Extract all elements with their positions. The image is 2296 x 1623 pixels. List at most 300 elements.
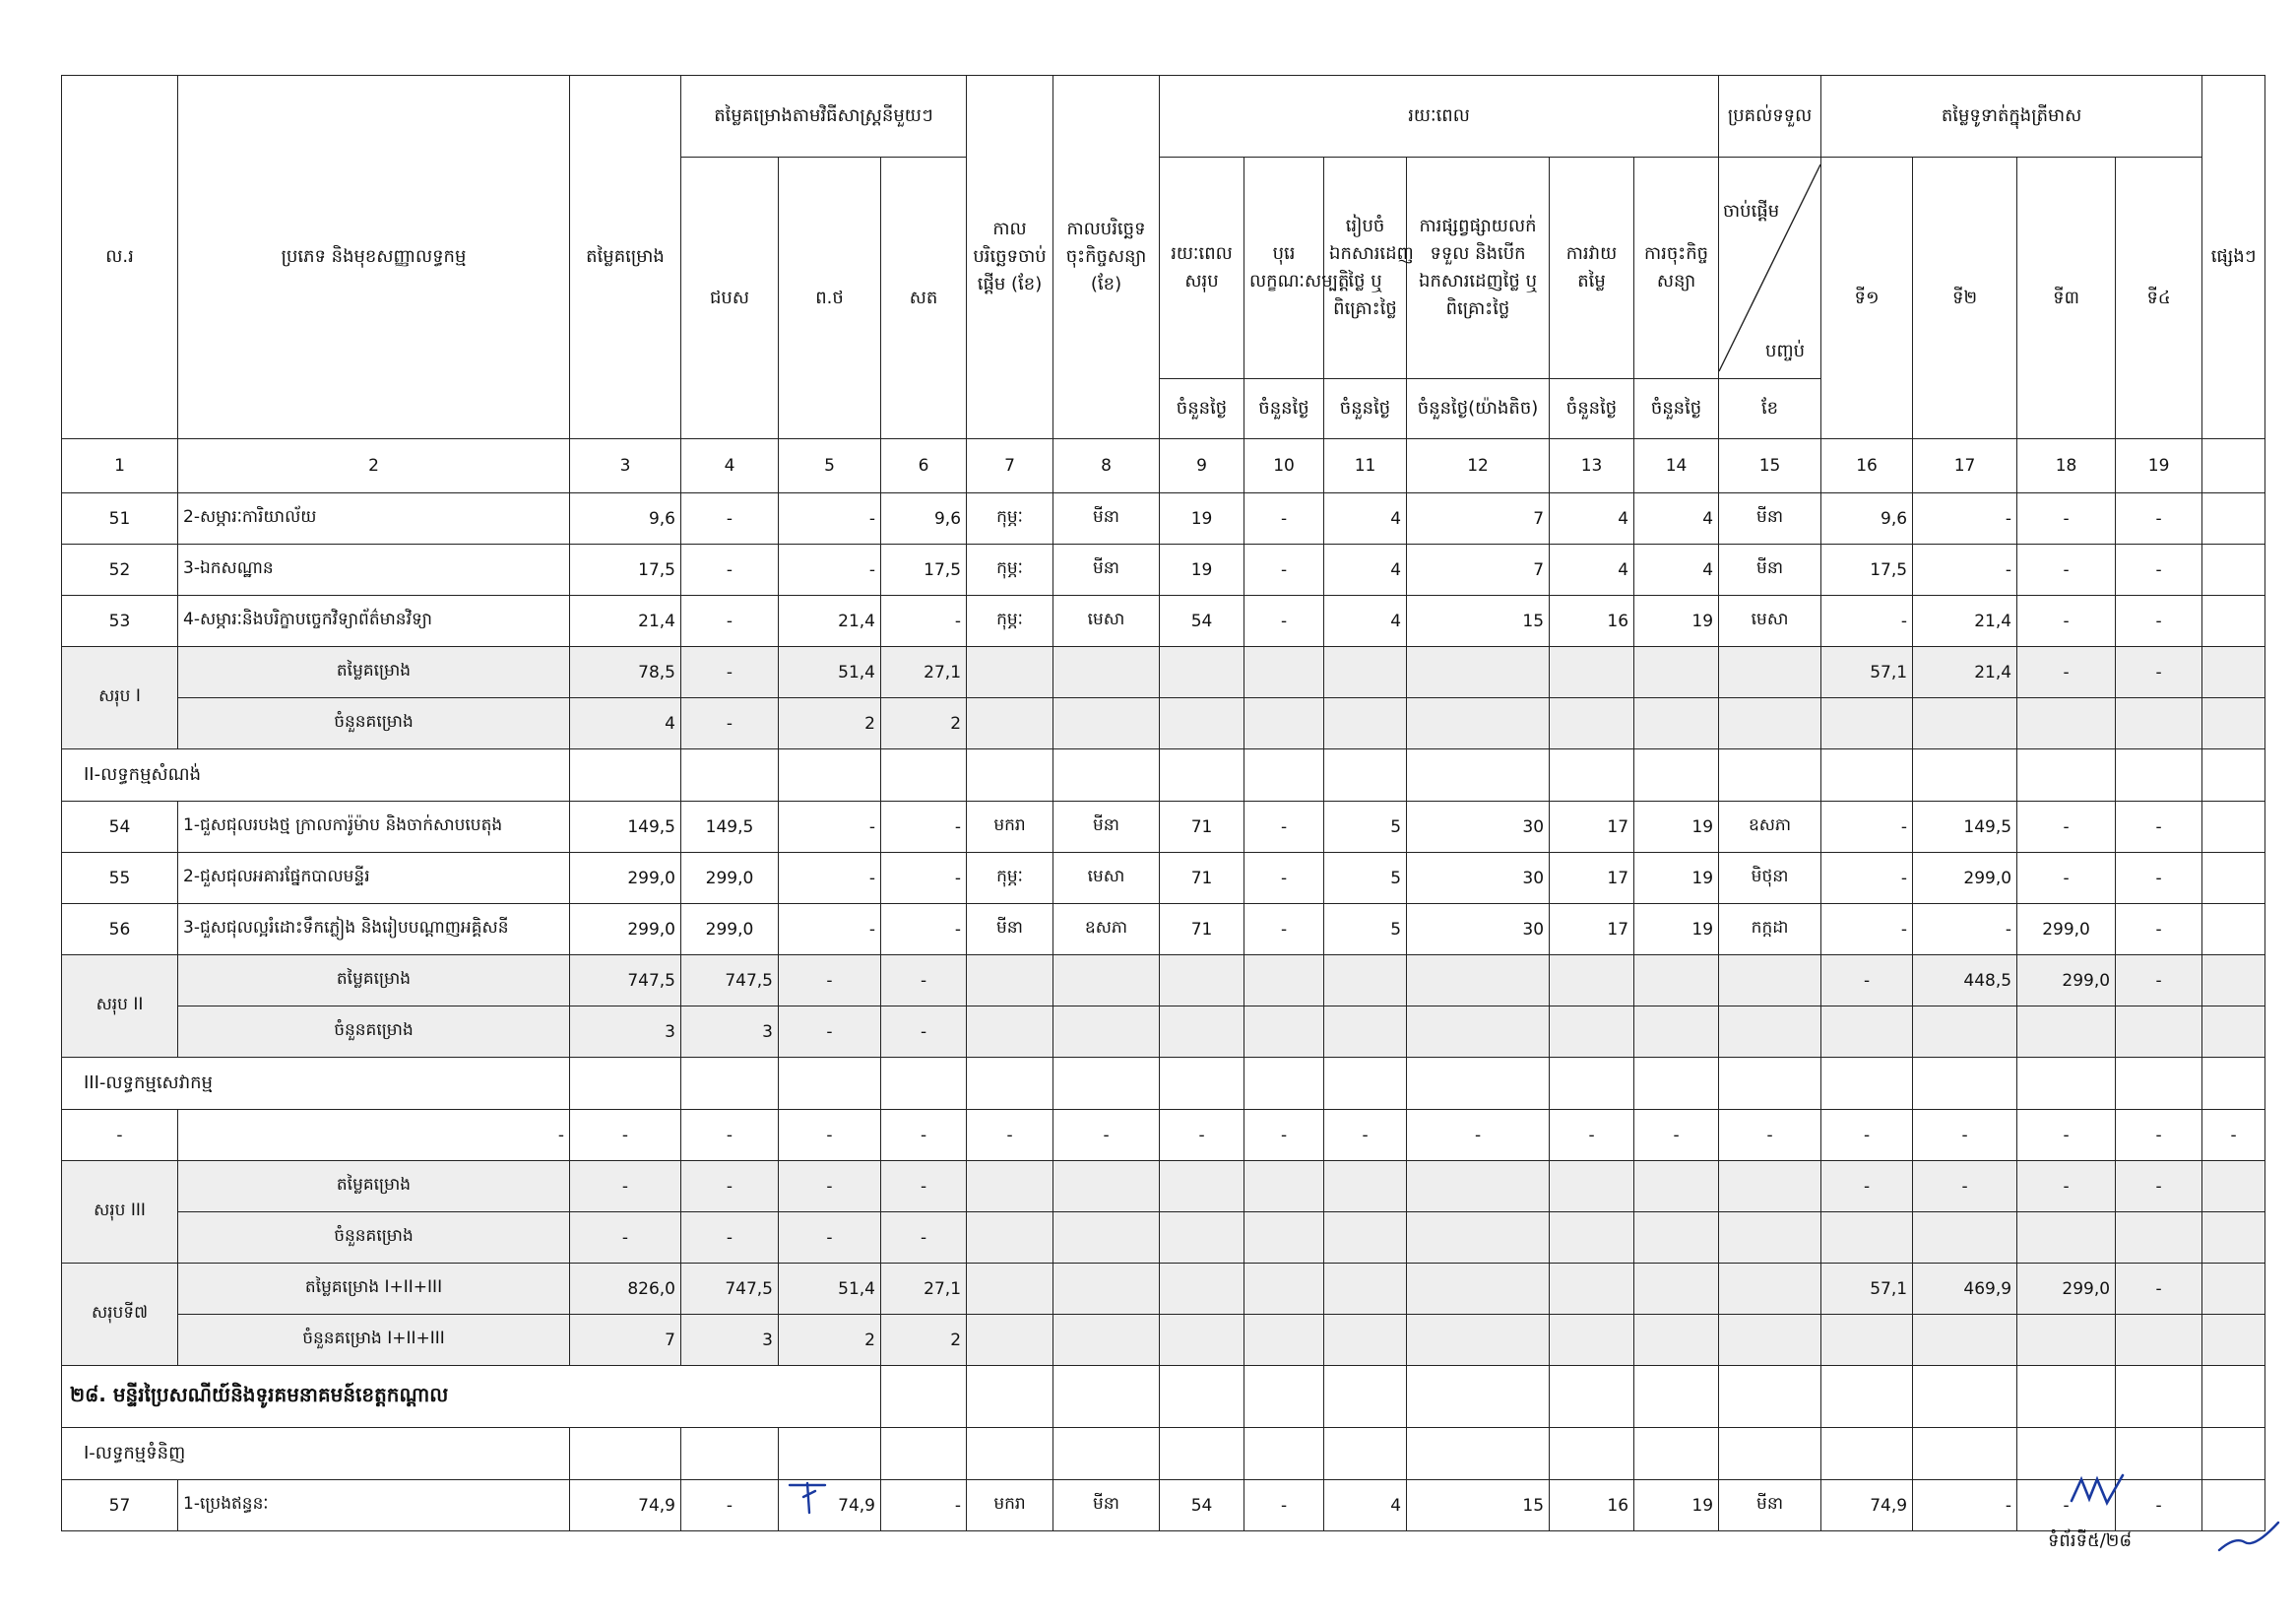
subtotal-count: - bbox=[779, 1006, 881, 1058]
services-empty-row bbox=[62, 1110, 2265, 1161]
cell-q2: - bbox=[1913, 493, 2017, 545]
cell-q: - bbox=[1244, 545, 1324, 596]
subtotal-q1: 57,1 bbox=[1821, 647, 1913, 698]
cell-other bbox=[2202, 545, 2265, 596]
cell-dash: - bbox=[178, 1110, 570, 1161]
col-number: 5 bbox=[779, 439, 881, 493]
cell-dash: - bbox=[1550, 1110, 1634, 1161]
cell-start: មករា bbox=[967, 1480, 1053, 1531]
grand-cnt-label: ចំនួនគម្រោង I+II+III bbox=[178, 1315, 570, 1366]
col-delivery-header: ប្រគល់ទទួល bbox=[1719, 76, 1821, 158]
cell-ev: 4 bbox=[1550, 545, 1634, 596]
dur-publish-header: ការផ្សព្វផ្សាយលក់ ទទួល និងបើកឯកសារដេញថ្លៃ ឬ ពិគ្រោះថ្លៃ bbox=[1407, 158, 1550, 379]
subtotal-cnt-label: ចំនួនគម្រោង bbox=[178, 1212, 570, 1264]
grand-value: 826,0 bbox=[570, 1264, 681, 1315]
cell-sg: 19 bbox=[1634, 596, 1719, 647]
cell-other bbox=[2202, 596, 2265, 647]
cell-p: 4 bbox=[1324, 545, 1407, 596]
col-contract-header: កាលបរិច្ឆេទចុះកិច្ចសន្យា (ខែ) bbox=[1053, 76, 1160, 439]
cell-t: 54 bbox=[1160, 1480, 1244, 1531]
cell-q2: 149,5 bbox=[1913, 802, 2017, 853]
col-duration-header: រយៈពេល bbox=[1160, 76, 1719, 158]
cell-ev: 16 bbox=[1550, 1480, 1634, 1531]
cell-q4: - bbox=[2116, 493, 2202, 545]
delivery-end-label: បញ្ចប់ bbox=[1765, 341, 1806, 362]
cell-n: 53 bbox=[62, 596, 178, 647]
col-number: 12 bbox=[1407, 439, 1550, 493]
cell-sign: មីនា bbox=[1053, 1480, 1160, 1531]
cell-q2: 21,4 bbox=[1913, 596, 2017, 647]
cell-name: 4-សម្ភារៈនិងបរិក្ខាបច្ចេកវិទ្យាព័ត៌មានវិទ្យា bbox=[178, 596, 570, 647]
cell-t: 71 bbox=[1160, 853, 1244, 904]
grand-total-label: សរុបទី៧ bbox=[62, 1264, 178, 1366]
cell-q4: - bbox=[2116, 904, 2202, 955]
cell-sign: មេសា bbox=[1053, 853, 1160, 904]
cell-del: មីនា bbox=[1719, 1480, 1821, 1531]
cell-del: មីនា bbox=[1719, 493, 1821, 545]
grand-value: 51,4 bbox=[779, 1264, 881, 1315]
cell-c: 9,6 bbox=[881, 493, 967, 545]
cell-q: - bbox=[1244, 1480, 1324, 1531]
subtotal-q3: - bbox=[2017, 647, 2116, 698]
q1-header: ទី១ bbox=[1821, 158, 1913, 439]
cell-q3: - bbox=[2017, 802, 2116, 853]
grand-est-label: តម្លៃគម្រោង I+II+III bbox=[178, 1264, 570, 1315]
grand-total bbox=[62, 1264, 2265, 1366]
cell-est: 17,5 bbox=[570, 545, 681, 596]
cell-t: 71 bbox=[1160, 802, 1244, 853]
grand-count: 7 bbox=[570, 1315, 681, 1366]
subtotal-q3: 299,0 bbox=[2017, 955, 2116, 1006]
cell-sg: 19 bbox=[1634, 853, 1719, 904]
cell-a: 299,0 bbox=[681, 853, 779, 904]
q2-header: ទី២ bbox=[1913, 158, 2017, 439]
cell-est: 21,4 bbox=[570, 596, 681, 647]
subtotal-value: 27,1 bbox=[881, 647, 967, 698]
cell-b: - bbox=[779, 904, 881, 955]
cell-q2: 299,0 bbox=[1913, 853, 2017, 904]
cell-c: - bbox=[881, 904, 967, 955]
cell-t: 71 bbox=[1160, 904, 1244, 955]
cell-q3: - bbox=[2017, 1480, 2116, 1531]
cell-del: មីនា bbox=[1719, 545, 1821, 596]
page-number: ទំព័រទី៥/២៨ bbox=[2048, 1530, 2133, 1551]
cell-pub: 30 bbox=[1407, 853, 1550, 904]
cell-q1: - bbox=[1821, 853, 1913, 904]
cell-sg: 4 bbox=[1634, 545, 1719, 596]
col-number: 19 bbox=[2116, 439, 2202, 493]
table-row bbox=[62, 596, 2265, 647]
procurement-plan-table bbox=[61, 75, 2265, 1531]
cell-name: 1-ជួសជុលរបងថ្ម ក្រាលការ៉ូម៉ាប និងចាក់សាបបេតុង bbox=[178, 802, 570, 853]
subtotal-2 bbox=[62, 955, 2265, 1058]
cell-dash: - bbox=[967, 1110, 1053, 1161]
grand-q4: - bbox=[2116, 1264, 2202, 1315]
cell-dash: - bbox=[1324, 1110, 1407, 1161]
col-number: 13 bbox=[1550, 439, 1634, 493]
subtotal-label: សរុប III bbox=[62, 1161, 178, 1264]
cell-start: កុម្ភៈ bbox=[967, 545, 1053, 596]
org-heading-row bbox=[62, 1366, 2265, 1428]
col-by-source-header: តម្លៃគម្រោងតាមវិធីសាស្ត្រនីមួយៗ bbox=[681, 76, 967, 158]
grand-q2: 469,9 bbox=[1913, 1264, 2017, 1315]
cell-c: - bbox=[881, 596, 967, 647]
cell-q1: 74,9 bbox=[1821, 1480, 1913, 1531]
cell-p: 5 bbox=[1324, 853, 1407, 904]
grand-q3: 299,0 bbox=[2017, 1264, 2116, 1315]
cell-p: 4 bbox=[1324, 493, 1407, 545]
cell-name: 3-ឯកសណ្ឋាន bbox=[178, 545, 570, 596]
cell-dash: - bbox=[62, 1110, 178, 1161]
cell-est: 149,5 bbox=[570, 802, 681, 853]
cell-est: 9,6 bbox=[570, 493, 681, 545]
subtotal-label: សរុប I bbox=[62, 647, 178, 749]
cell-a: - bbox=[681, 596, 779, 647]
col-number: 3 bbox=[570, 439, 681, 493]
cell-q2: - bbox=[1913, 545, 2017, 596]
cell-other bbox=[2202, 853, 2265, 904]
cell-del: កក្កដា bbox=[1719, 904, 1821, 955]
cell-n: 51 bbox=[62, 493, 178, 545]
subtotal-count: 3 bbox=[570, 1006, 681, 1058]
src-c-header: សត bbox=[881, 158, 967, 439]
col-number: 17 bbox=[1913, 439, 2017, 493]
grand-q1: 57,1 bbox=[1821, 1264, 1913, 1315]
subtotal-est-label: តម្លៃគម្រោង bbox=[178, 955, 570, 1006]
days-min-label: ចំនួនថ្ងៃ(យ៉ាងតិច) bbox=[1407, 379, 1550, 439]
cell-q1: - bbox=[1821, 904, 1913, 955]
col-number: 8 bbox=[1053, 439, 1160, 493]
subtotal-value: - bbox=[681, 647, 779, 698]
cell-c: - bbox=[881, 853, 967, 904]
subtotal-q2: - bbox=[1913, 1161, 2017, 1212]
cell-q4: - bbox=[2116, 596, 2202, 647]
col-number: 9 bbox=[1160, 439, 1244, 493]
table-row bbox=[62, 853, 2265, 904]
cell-n: 52 bbox=[62, 545, 178, 596]
subtotal-value: 747,5 bbox=[570, 955, 681, 1006]
cell-q1: - bbox=[1821, 802, 1913, 853]
q4-header: ទី៤ bbox=[2116, 158, 2202, 439]
cell-n: 57 bbox=[62, 1480, 178, 1531]
cell-ev: 17 bbox=[1550, 904, 1634, 955]
subtotal-count: 2 bbox=[881, 698, 967, 749]
cell-dash: - bbox=[681, 1110, 779, 1161]
subtotal-value: - bbox=[881, 1161, 967, 1212]
subtotal-value: - bbox=[681, 1161, 779, 1212]
table-row bbox=[62, 802, 2265, 853]
subtotal-1 bbox=[62, 647, 2265, 749]
dur-qual-header: បុរេលក្ខណៈសម្បត្តិ bbox=[1244, 158, 1324, 379]
cell-del: មិថុនា bbox=[1719, 853, 1821, 904]
cell-a: - bbox=[681, 493, 779, 545]
subtotal-q4: - bbox=[2116, 955, 2202, 1006]
cell-dash: - bbox=[1407, 1110, 1550, 1161]
subtotal-q4: - bbox=[2116, 1161, 2202, 1212]
cell-ev: 17 bbox=[1550, 802, 1634, 853]
cell-name: 3-ជួសជុលល្អរំដោះទឹកភ្លៀង និងរៀបបណ្តាញអគ្គិសនី bbox=[178, 904, 570, 955]
cell-sign: មីនា bbox=[1053, 802, 1160, 853]
col-number: 16 bbox=[1821, 439, 1913, 493]
subtotal-cnt-label: ចំនួនគម្រោង bbox=[178, 698, 570, 749]
signature-mark bbox=[2068, 1471, 2131, 1511]
subtotal-value: - bbox=[570, 1161, 681, 1212]
subtotal-value: - bbox=[779, 1161, 881, 1212]
src-b-header: ព.ថ bbox=[779, 158, 881, 439]
table-row bbox=[62, 493, 2265, 545]
cell-q: - bbox=[1244, 596, 1324, 647]
days-label: ចំនួនថ្ងៃ bbox=[1160, 379, 1244, 439]
subtotal-count: - bbox=[881, 1212, 967, 1264]
col-project-header: ប្រភេទ និងមុខសញ្ញាលទ្ធកម្ម bbox=[178, 76, 570, 439]
subtotal-count: - bbox=[681, 698, 779, 749]
subtotal-value: 51,4 bbox=[779, 647, 881, 698]
cell-sign: មីនា bbox=[1053, 545, 1160, 596]
cell-sign: មេសា bbox=[1053, 596, 1160, 647]
cell-q1: 9,6 bbox=[1821, 493, 1913, 545]
cell-ev: 16 bbox=[1550, 596, 1634, 647]
cell-t: 19 bbox=[1160, 493, 1244, 545]
cell-t: 54 bbox=[1160, 596, 1244, 647]
cell-start: កុម្ភៈ bbox=[967, 596, 1053, 647]
cell-sg: 19 bbox=[1634, 1480, 1719, 1531]
col-no-header: ល.រ bbox=[62, 76, 178, 439]
header-row-1 bbox=[62, 76, 2265, 158]
cell-pub: 7 bbox=[1407, 545, 1550, 596]
subtotal-value: - bbox=[779, 955, 881, 1006]
cell-dash: - bbox=[1160, 1110, 1244, 1161]
cell-q1: - bbox=[1821, 596, 1913, 647]
col-number: 6 bbox=[881, 439, 967, 493]
cell-name: 2-សម្ភារៈការិយាល័យ bbox=[178, 493, 570, 545]
col-number-empty bbox=[2202, 439, 2265, 493]
cell-est: 299,0 bbox=[570, 904, 681, 955]
days-label: ចំនួនថ្ងៃ bbox=[1324, 379, 1407, 439]
cell-pub: 30 bbox=[1407, 904, 1550, 955]
grand-value: 27,1 bbox=[881, 1264, 967, 1315]
cell-b: 74,9 bbox=[779, 1480, 881, 1531]
cell-dash: - bbox=[1053, 1110, 1160, 1161]
col-number: 7 bbox=[967, 439, 1053, 493]
grand-count: 3 bbox=[681, 1315, 779, 1366]
cell-start: កុម្ភៈ bbox=[967, 853, 1053, 904]
col-number: 2 bbox=[178, 439, 570, 493]
section-title: II-លទ្ធកម្មសំណង់ bbox=[62, 749, 570, 802]
subtotal-value: 78,5 bbox=[570, 647, 681, 698]
dur-eval-header: ការវាយតម្លៃ bbox=[1550, 158, 1634, 379]
table-row bbox=[62, 904, 2265, 955]
cell-dash: - bbox=[1821, 1110, 1913, 1161]
cell-pub: 7 bbox=[1407, 493, 1550, 545]
cell-c: - bbox=[881, 1480, 967, 1531]
cell-ev: 17 bbox=[1550, 853, 1634, 904]
grand-count: 2 bbox=[779, 1315, 881, 1366]
delivery-range-header bbox=[1719, 158, 1821, 379]
col-estimate-header: តម្លៃគម្រោង bbox=[570, 76, 681, 439]
cell-c: 17,5 bbox=[881, 545, 967, 596]
cell-name: 2-ជួសជុលអគារផ្នែកបាលមន្ទីរ bbox=[178, 853, 570, 904]
goods-rows bbox=[62, 493, 2265, 647]
subtotal-q2: 448,5 bbox=[1913, 955, 2017, 1006]
cell-other bbox=[2202, 802, 2265, 853]
days-label: ចំនួនថ្ងៃ bbox=[1634, 379, 1719, 439]
col-number: 15 bbox=[1719, 439, 1821, 493]
cell-dash: - bbox=[1634, 1110, 1719, 1161]
subtotal-est-label: តម្លៃគម្រោង bbox=[178, 647, 570, 698]
cell-est: 299,0 bbox=[570, 853, 681, 904]
subtotal-count: 4 bbox=[570, 698, 681, 749]
cell-p: 4 bbox=[1324, 1480, 1407, 1531]
subtotal-cnt-label: ចំនួនគម្រោង bbox=[178, 1006, 570, 1058]
cell-a: 149,5 bbox=[681, 802, 779, 853]
cell-q3: - bbox=[2017, 493, 2116, 545]
cell-pub: 30 bbox=[1407, 802, 1550, 853]
cell-dash: - bbox=[1244, 1110, 1324, 1161]
section-services bbox=[62, 1058, 2265, 1110]
section-construction bbox=[62, 749, 2265, 802]
days-label: ចំនួនថ្ងៃ bbox=[1244, 379, 1324, 439]
days-label: ចំនួនថ្ងៃ bbox=[1550, 379, 1634, 439]
subtotal-est-label: តម្លៃគម្រោង bbox=[178, 1161, 570, 1212]
cell-del: ឧសភា bbox=[1719, 802, 1821, 853]
subtotal-count: 3 bbox=[681, 1006, 779, 1058]
col-number: 4 bbox=[681, 439, 779, 493]
org-title: ២៨. មន្ទីរប្រៃសណីយ៍និងទូរគមនាគមន៍ខេត្តកណ្តាល bbox=[62, 1366, 881, 1428]
cell-dash: - bbox=[881, 1110, 967, 1161]
cell-b: - bbox=[779, 493, 881, 545]
cell-t: 19 bbox=[1160, 545, 1244, 596]
cell-dash: - bbox=[779, 1110, 881, 1161]
cell-other bbox=[2202, 904, 2265, 955]
cell-q4: - bbox=[2116, 853, 2202, 904]
cell-sg: 19 bbox=[1634, 904, 1719, 955]
signature-mark bbox=[2215, 1517, 2284, 1556]
subtotal-label: សរុប II bbox=[62, 955, 178, 1058]
cell-q: - bbox=[1244, 853, 1324, 904]
col-start-header: កាលបរិច្ឆេទចាប់ផ្តើម (ខែ) bbox=[967, 76, 1053, 439]
cell-q3: - bbox=[2017, 596, 2116, 647]
cell-n: 55 bbox=[62, 853, 178, 904]
construction-rows bbox=[62, 802, 2265, 955]
section-title: I-លទ្ធកម្មទំនិញ bbox=[62, 1428, 570, 1480]
cell-dash: - bbox=[2202, 1110, 2265, 1161]
section-goods bbox=[62, 1428, 2265, 1480]
cell-n: 56 bbox=[62, 904, 178, 955]
cell-dash: - bbox=[2116, 1110, 2202, 1161]
col-number: 18 bbox=[2017, 439, 2116, 493]
subtotal-count: - bbox=[881, 1006, 967, 1058]
cell-dash: - bbox=[570, 1110, 681, 1161]
cell-q2: - bbox=[1913, 904, 2017, 955]
cell-c: - bbox=[881, 802, 967, 853]
signature-mark bbox=[786, 1477, 831, 1517]
subtotal-count: - bbox=[570, 1212, 681, 1264]
delivery-start-label: ចាប់ផ្តើម bbox=[1723, 201, 1780, 222]
col-number: 1 bbox=[62, 439, 178, 493]
cell-q1: 17,5 bbox=[1821, 545, 1913, 596]
cell-dash: - bbox=[2017, 1110, 2116, 1161]
subtotal-3 bbox=[62, 1161, 2265, 1264]
subtotal-count: 2 bbox=[779, 698, 881, 749]
dur-total-header: រយៈពេលសរុប bbox=[1160, 158, 1244, 379]
cell-b: 21,4 bbox=[779, 596, 881, 647]
cell-q4: - bbox=[2116, 1480, 2202, 1531]
subtotal-q3: - bbox=[2017, 1161, 2116, 1212]
cell-sg: 19 bbox=[1634, 802, 1719, 853]
subtotal-q4: - bbox=[2116, 647, 2202, 698]
cell-a: - bbox=[681, 1480, 779, 1531]
cell-p: 5 bbox=[1324, 904, 1407, 955]
col-number: 11 bbox=[1324, 439, 1407, 493]
subtotal-q1: - bbox=[1821, 955, 1913, 1006]
dur-prep-header: រៀបចំឯកសារដេញថ្លៃ ឬ ពិគ្រោះថ្លៃ bbox=[1324, 158, 1407, 379]
cell-sign: ឧសភា bbox=[1053, 904, 1160, 955]
subtotal-q1: - bbox=[1821, 1161, 1913, 1212]
cell-start: មីនា bbox=[967, 904, 1053, 955]
cell-q2: - bbox=[1913, 1480, 2017, 1531]
cell-start: កុម្ភៈ bbox=[967, 493, 1053, 545]
cell-q: - bbox=[1244, 802, 1324, 853]
table-row bbox=[62, 1480, 2265, 1531]
cell-b: - bbox=[779, 545, 881, 596]
cell-sign: មីនា bbox=[1053, 493, 1160, 545]
subtotal-count: - bbox=[681, 1212, 779, 1264]
cell-dash: - bbox=[1719, 1110, 1821, 1161]
col-number: 10 bbox=[1244, 439, 1324, 493]
cell-a: 299,0 bbox=[681, 904, 779, 955]
subtotal-count: - bbox=[779, 1212, 881, 1264]
cell-pub: 15 bbox=[1407, 596, 1550, 647]
table-row bbox=[62, 545, 2265, 596]
grand-value: 747,5 bbox=[681, 1264, 779, 1315]
col-number: 14 bbox=[1634, 439, 1719, 493]
cell-q: - bbox=[1244, 493, 1324, 545]
subtotal-q2: 21,4 bbox=[1913, 647, 2017, 698]
cell-q: - bbox=[1244, 904, 1324, 955]
goods-rows-2 bbox=[62, 1480, 2265, 1531]
cell-del: មេសា bbox=[1719, 596, 1821, 647]
cell-a: - bbox=[681, 545, 779, 596]
cell-start: មករា bbox=[967, 802, 1053, 853]
cell-b: - bbox=[779, 802, 881, 853]
subtotal-value: - bbox=[881, 955, 967, 1006]
cell-p: 4 bbox=[1324, 596, 1407, 647]
cell-b: - bbox=[779, 853, 881, 904]
column-number-row bbox=[62, 439, 2265, 493]
src-a-header: ជបស bbox=[681, 158, 779, 439]
cell-q3: - bbox=[2017, 853, 2116, 904]
month-label: ខែ bbox=[1719, 379, 1821, 439]
col-other-header: ផ្សេងៗ bbox=[2202, 76, 2265, 439]
dur-sign-header: ការចុះកិច្ចសន្យា bbox=[1634, 158, 1719, 379]
cell-est: 74,9 bbox=[570, 1480, 681, 1531]
cell-q4: - bbox=[2116, 802, 2202, 853]
grand-count: 2 bbox=[881, 1315, 967, 1366]
col-paid-header: តម្លៃទូទាត់ក្នុងត្រីមាស bbox=[1821, 76, 2202, 158]
subtotal-value: 747,5 bbox=[681, 955, 779, 1006]
cell-n: 54 bbox=[62, 802, 178, 853]
section-title: III-លទ្ធកម្មសេវាកម្ម bbox=[62, 1058, 570, 1110]
cell-p: 5 bbox=[1324, 802, 1407, 853]
cell-dash: - bbox=[1913, 1110, 2017, 1161]
cell-sg: 4 bbox=[1634, 493, 1719, 545]
q3-header: ទី៣ bbox=[2017, 158, 2116, 439]
cell-name: 1-ប្រេងឥន្ធនៈ bbox=[178, 1480, 570, 1531]
cell-q3: 299,0 bbox=[2017, 904, 2116, 955]
cell-q4: - bbox=[2116, 545, 2202, 596]
cell-pub: 15 bbox=[1407, 1480, 1550, 1531]
cell-ev: 4 bbox=[1550, 493, 1634, 545]
